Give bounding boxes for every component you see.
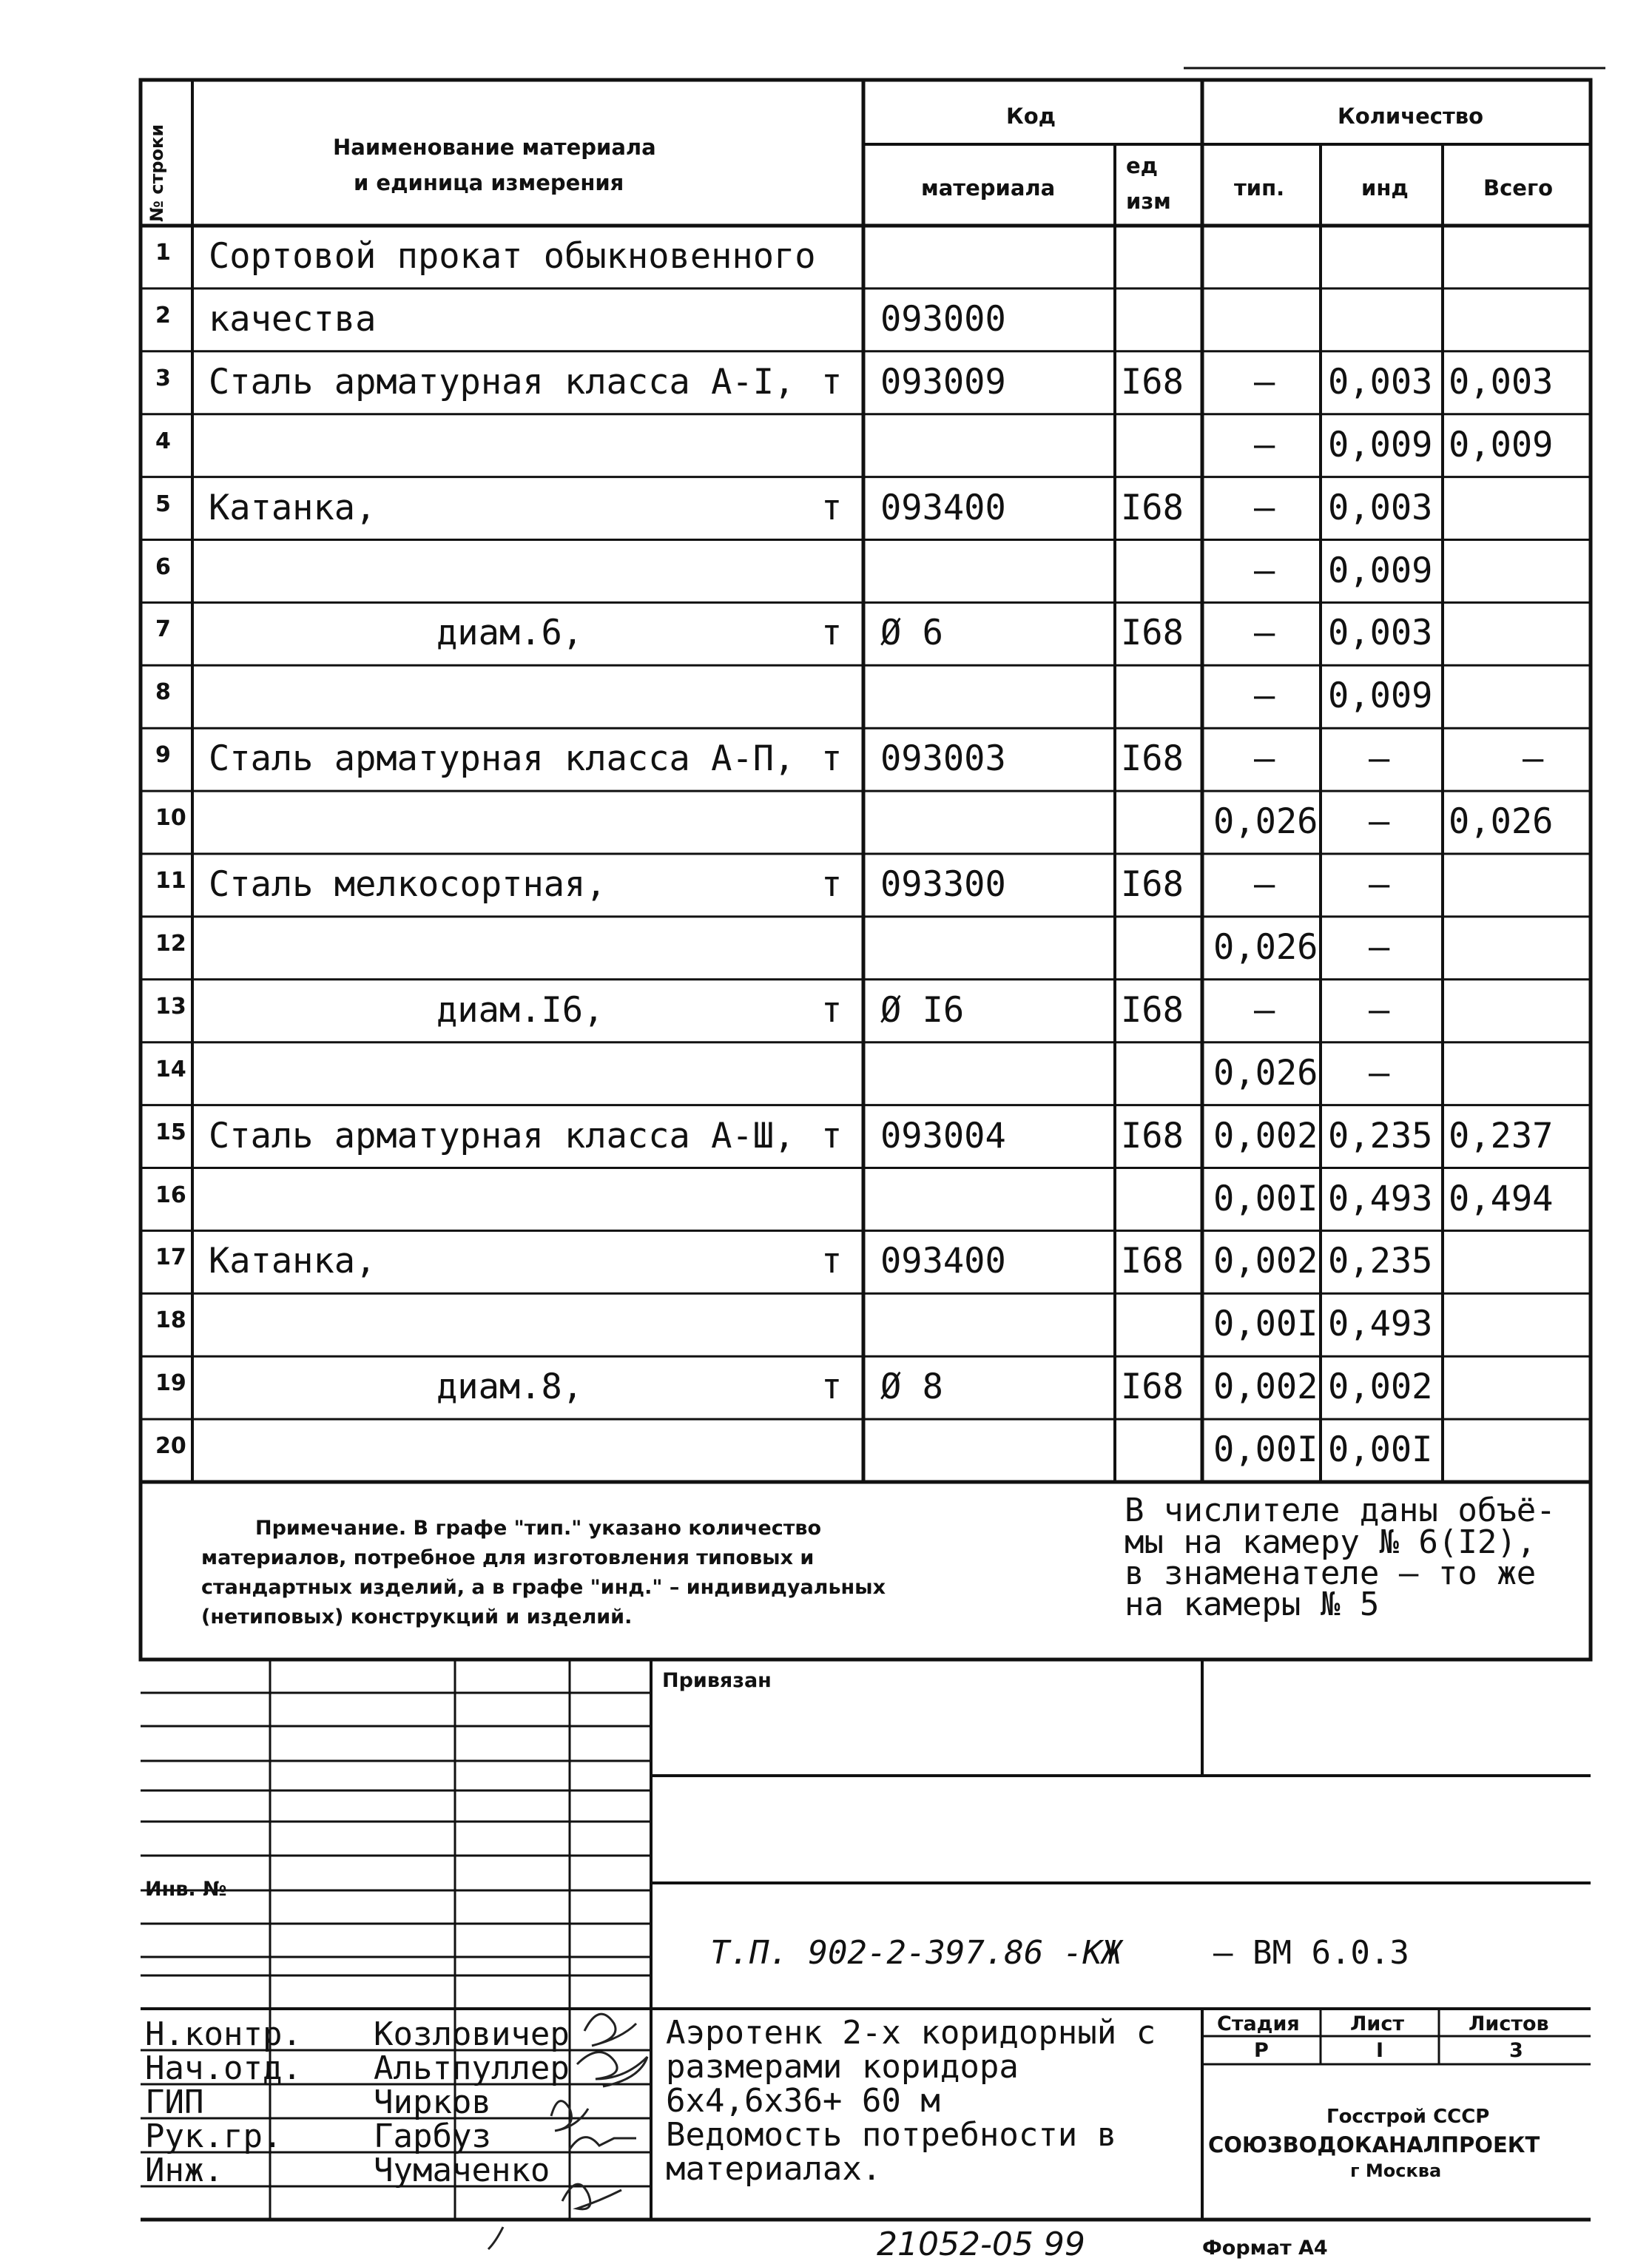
cell-ind: 0,009	[1328, 550, 1433, 591]
cell-ed: I68	[1121, 738, 1184, 780]
cell-ind: –	[1369, 926, 1390, 968]
cell-ed: I68	[1121, 613, 1184, 654]
cell-total: 0,237	[1449, 1115, 1554, 1156]
cell-typ: 0,00I	[1213, 1429, 1318, 1471]
cell-ed: I68	[1121, 1367, 1184, 1408]
cell-typ: –	[1254, 676, 1275, 717]
cell-ind: –	[1369, 738, 1390, 780]
header-code-material: материала	[921, 175, 1056, 201]
cell-code: Ø 8	[880, 1367, 943, 1408]
archive-number: 21052-05 99	[877, 2226, 1085, 2263]
cell-typ: 0,002	[1213, 1115, 1318, 1156]
role-label: ГИП	[145, 2083, 204, 2121]
cell-typ: 0,00I	[1213, 1304, 1318, 1345]
cell-n: 1	[155, 240, 171, 266]
header-name-line2: и единица измерения	[354, 170, 624, 195]
role-person: Альтпуллер	[374, 2049, 570, 2087]
cell-unit: т	[821, 1115, 843, 1156]
note-line2: материалов, потребное для изготовления типовых и	[201, 1546, 815, 1569]
cell-n: 14	[155, 1056, 186, 1082]
cell-ind: 0,009	[1328, 424, 1433, 465]
cell-n: 11	[155, 868, 186, 894]
cell-ind: –	[1369, 989, 1390, 1031]
cell-unit: т	[821, 1367, 843, 1408]
cell-ind: –	[1369, 864, 1390, 905]
title-line5: материалах.	[666, 2150, 882, 2188]
role-person: Чирков	[374, 2083, 491, 2121]
doc-code: Т.П. 902-2-397.86 -КЖ	[710, 1934, 1122, 1972]
cell-n: 6	[155, 553, 171, 580]
org-line3: г Москва	[1350, 2160, 1442, 2181]
cell-ind: 0,00I	[1328, 1429, 1433, 1471]
cell-typ: 0,026	[1213, 801, 1318, 843]
cell-n: 5	[155, 491, 171, 517]
role-label: Нач.отд.	[145, 2049, 302, 2087]
cell-name: качества	[209, 298, 377, 340]
cell-code: 093004	[880, 1115, 1006, 1156]
doc-sheet-code: – ВМ 6.0.3	[1213, 1934, 1409, 1972]
cell-n: 19	[155, 1370, 186, 1397]
cell-typ: –	[1254, 487, 1275, 528]
cell-n: 13	[155, 993, 186, 1020]
cell-n: 17	[155, 1244, 186, 1271]
role-label: Н.контр.	[145, 2015, 302, 2053]
cell-total: –	[1523, 738, 1544, 780]
note-right2: мы на камеру № 6(I2),	[1125, 1523, 1537, 1561]
cell-n: 2	[155, 302, 171, 329]
cell-name: Сортовой прокат обыкновенного	[209, 236, 816, 277]
cell-ed: I68	[1121, 487, 1184, 528]
cell-typ: –	[1254, 613, 1275, 654]
cell-typ: 0,026	[1213, 926, 1318, 968]
cell-n: 12	[155, 930, 186, 957]
header-code-unit-1: ед	[1126, 153, 1159, 178]
cell-code: 093000	[880, 298, 1006, 340]
cell-n: 9	[155, 742, 171, 769]
title-line4: Ведомость потребности в	[666, 2116, 1117, 2154]
cell-ed: I68	[1121, 864, 1184, 905]
cell-n: 10	[155, 805, 186, 832]
cell-ind: 0,493	[1328, 1178, 1433, 1219]
cell-typ: 0,00I	[1213, 1178, 1318, 1219]
header-quantity: Количество	[1338, 104, 1484, 129]
cell-typ: –	[1254, 424, 1275, 465]
cell-ind: 0,235	[1328, 1115, 1433, 1156]
cell-ind: 0,493	[1328, 1304, 1433, 1345]
cell-name: диам.8,	[436, 1367, 584, 1408]
sheets-label: Листов	[1469, 2012, 1549, 2035]
header-code: Код	[1006, 104, 1056, 129]
cell-name: Сталь арматурная класса А-Ш,	[209, 1115, 795, 1156]
cell-name: диам.6,	[436, 613, 584, 654]
cell-total: 0,009	[1449, 424, 1554, 465]
privyazan-label: Привязан	[662, 1669, 772, 1692]
cell-n: 20	[155, 1433, 186, 1460]
sheets-value: 3	[1509, 2039, 1523, 2062]
cell-unit: т	[821, 361, 843, 402]
title-line2: размерами коридора	[666, 2048, 1019, 2086]
cell-typ: 0,002	[1213, 1367, 1318, 1408]
cell-n: 15	[155, 1119, 186, 1145]
role-label: Инж.	[145, 2152, 223, 2189]
role-person: Чумаченко	[374, 2152, 550, 2189]
inv-no-label: Инв. №	[145, 1878, 227, 1901]
cell-ind: 0,002	[1328, 1367, 1433, 1408]
cell-ind: –	[1369, 1052, 1390, 1094]
cell-unit: т	[821, 1241, 843, 1282]
sheet-label: Лист	[1350, 2012, 1404, 2035]
cell-n: 18	[155, 1307, 186, 1334]
note-right3: в знаменателе – то же	[1125, 1554, 1537, 1592]
cell-total: 0,494	[1449, 1178, 1554, 1219]
cell-typ: –	[1254, 550, 1275, 591]
note-line4: (нетиповых) конструкций и изделий.	[201, 1606, 633, 1628]
cell-name: Катанка,	[209, 1241, 377, 1282]
cell-ind: 0,003	[1328, 361, 1433, 402]
cell-code: Ø 6	[880, 613, 943, 654]
cell-ed: I68	[1121, 1241, 1184, 1282]
cell-unit: т	[821, 487, 843, 528]
header-name-line1: Наименование материала	[333, 135, 656, 160]
note-line1: Примечание. В графе "тип." указано количество	[255, 1517, 822, 1540]
cell-ind: 0,009	[1328, 676, 1433, 717]
cell-name: диам.I6,	[436, 989, 604, 1031]
cell-typ: 0,026	[1213, 1052, 1318, 1094]
header-qty-total: Всего	[1483, 175, 1554, 201]
title-line1: Аэротенк 2-х коридорный с	[666, 2014, 1156, 2052]
cell-ed: I68	[1121, 989, 1184, 1031]
cell-code: 093009	[880, 361, 1006, 402]
note-line3: стандартных изделий, а в графе "инд." – индивидуальных	[201, 1576, 886, 1599]
cell-typ: –	[1254, 738, 1275, 780]
org-line1: Госстрой СССР	[1326, 2106, 1490, 2128]
note-right4: на камеры № 5	[1125, 1586, 1380, 1623]
sheet-value: I	[1376, 2039, 1384, 2062]
cell-typ: –	[1254, 361, 1275, 402]
cell-typ: –	[1254, 989, 1275, 1031]
cell-name: Сталь арматурная класса А-I,	[209, 361, 795, 402]
cell-n: 8	[155, 679, 171, 706]
note-right1: В числителе даны объё-	[1125, 1492, 1556, 1529]
role-label: Рук.гр.	[145, 2118, 283, 2155]
cell-code: 093400	[880, 487, 1006, 528]
cell-unit: т	[821, 989, 843, 1031]
cell-n: 4	[155, 428, 171, 454]
cell-ind: 0,003	[1328, 613, 1433, 654]
cell-ed: I68	[1121, 361, 1184, 402]
header-qty-ind: инд	[1361, 175, 1409, 201]
title-line3: 6х4,6х36+ 60 м	[666, 2082, 940, 2120]
cell-ind: –	[1369, 801, 1390, 843]
role-person: Гарбуз	[374, 2118, 491, 2155]
cell-code: 093400	[880, 1241, 1006, 1282]
header-rownum: № строки	[146, 124, 167, 222]
cell-ind: 0,235	[1328, 1241, 1433, 1282]
cell-name: Катанка,	[209, 487, 377, 528]
cell-typ: 0,002	[1213, 1241, 1318, 1282]
cell-name: Сталь мелкосортная,	[209, 864, 607, 905]
stage-value: Р	[1254, 2039, 1269, 2062]
cell-code: 093300	[880, 864, 1006, 905]
cell-n: 16	[155, 1182, 186, 1208]
cell-total: 0,003	[1449, 361, 1554, 402]
format-label: Формат А4	[1202, 2237, 1328, 2260]
cell-unit: т	[821, 864, 843, 905]
cell-code: Ø I6	[880, 989, 965, 1031]
cell-name: Сталь арматурная класса А-П,	[209, 738, 795, 780]
cell-typ: –	[1254, 864, 1275, 905]
cell-unit: т	[821, 738, 843, 780]
header-code-unit-2: изм	[1126, 189, 1171, 214]
header-qty-typ: тип.	[1234, 175, 1285, 201]
role-person: Козловичер	[374, 2015, 570, 2053]
cell-n: 7	[155, 616, 171, 643]
cell-ind: 0,003	[1328, 487, 1433, 528]
cell-n: 3	[155, 365, 171, 391]
cell-unit: т	[821, 613, 843, 654]
cell-total: 0,026	[1449, 801, 1554, 843]
cell-code: 093003	[880, 738, 1006, 780]
org-line2: СОЮЗВОДОКАНАЛПРОЕКТ	[1208, 2132, 1540, 2157]
stage-label: Стадия	[1217, 2012, 1300, 2035]
cell-ed: I68	[1121, 1115, 1184, 1156]
